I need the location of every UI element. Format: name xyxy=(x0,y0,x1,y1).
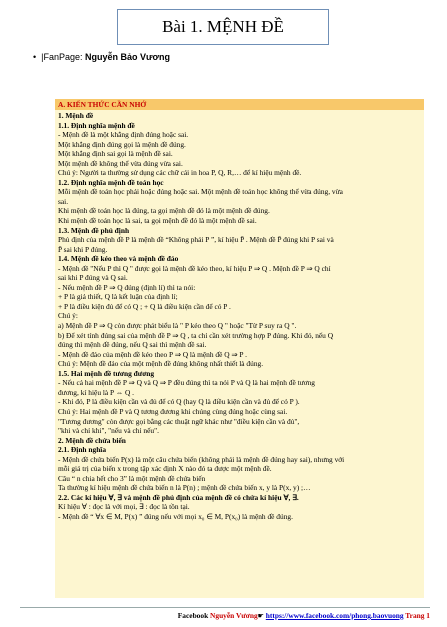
footer-link[interactable]: https://www.facebook.com/phong.baovuong xyxy=(265,611,404,620)
content-line: Một khẳng định đúng gọi là mệnh đề đúng. xyxy=(58,139,186,149)
content-heading: 2.2. Các kí hiệu ∀, ∃ và mệnh đề phủ định của mệnh đề có chứa kí hiệu ∀, ∃. xyxy=(58,492,299,502)
content-line: Chú ý: Người ta thường sử dụng các chữ cái in hoa P, Q, R,… để kí hiệu mệnh đề. xyxy=(58,168,302,178)
fanpage-name: Nguyễn Bảo Vương xyxy=(85,52,170,62)
content-line: Một mệnh đề không thể vừa đúng vừa sai. xyxy=(58,158,183,168)
content-line: Ta thường kí hiệu mệnh đề chứa biến n là P(n) ; mệnh đề chứa biến x, y là P(x, y) ;… xyxy=(58,483,311,493)
content-line: Chú ý: xyxy=(58,311,78,321)
footer xyxy=(178,611,430,620)
content-line: + P là giả thiết, Q là kết luận của định lí; xyxy=(58,292,178,302)
footer-divider xyxy=(20,607,430,608)
content-line: đương, kí hiệu là P ⇔ Q . xyxy=(58,387,134,397)
content-heading: 1.2. Định nghĩa mệnh đề toán học xyxy=(58,177,164,187)
content-heading: 1.5. Hai mệnh đề tương đương xyxy=(58,368,155,378)
content-line: "Tương đương" còn được gọi bằng các thuật ngữ khác như "điều kiện cần và đủ", xyxy=(58,416,300,426)
content-line: - Mệnh đề là một khẳng định đúng hoặc sai. xyxy=(58,130,189,140)
footer-facebook-label: Facebook xyxy=(177,611,211,620)
content-line: - Mệnh đề đảo của mệnh đề kéo theo P ⇒ Q là mệnh đề Q ⇒ P . xyxy=(58,349,247,359)
fanpage-line xyxy=(33,52,170,62)
content-heading: 1.3. Mệnh đề phủ định xyxy=(58,225,130,235)
content-box xyxy=(55,110,424,598)
fanpage-prefix: |FanPage: xyxy=(41,52,86,62)
bullet-icon: • xyxy=(33,52,37,62)
content-line: mỗi giá trị của biến x trong tập xác định X nào đó ta được một mệnh đề. xyxy=(58,464,272,474)
content-line: Khi mệnh đề toán học là đúng, ta gọi mệnh đề đó là một mệnh đề đúng. xyxy=(58,206,270,216)
content-line: Một khẳng định sai gọi là mệnh đề sai. xyxy=(58,149,173,159)
content-heading: 2.1. Định nghĩa xyxy=(58,445,107,455)
content-line: - Khi đó, P là điều kiện cần và đủ để có Q (hay Q là điều kiện cần và đủ để có P ). xyxy=(58,397,300,407)
content-line: P̄ sai khi P đúng. xyxy=(58,244,108,254)
content-line: - Mệnh đề “ ∀x ∈ M, P(x) ” đúng nếu với mọi x₀ ∈ M, P(x₀) là mệnh đề đúng. xyxy=(58,511,293,521)
content-line: Mỗi mệnh đề toán học phải hoặc đúng hoặc sai. Một mệnh đề toán học không thể vừa đúng, vừa xyxy=(58,187,343,197)
pointing-hand-icon: ☛ xyxy=(257,612,264,620)
content-line: - Mệnh đề chứa biến P(x) là một câu chứa biến (không phải là mệnh đề đúng hay sai), nhưng với xyxy=(58,454,345,464)
content-line: "khi và chỉ khi", "nếu và chỉ nếu". xyxy=(58,426,159,436)
content-line: a) Mệnh đề P ⇒ Q còn được phát biểu là " P kéo theo Q " hoặc "Từ P suy ra Q ". xyxy=(58,321,297,331)
content-heading: 1. Mệnh đề xyxy=(58,111,94,120)
content-line: Chú ý: Hai mệnh đề P và Q tương đương khi chúng cùng đúng hoặc cùng sai. xyxy=(58,406,288,416)
content-line: đúng thì mệnh đề đúng, nếu Q sai thì mệnh đề sai. xyxy=(58,340,207,350)
content-heading: 2. Mệnh đề chứa biến xyxy=(58,435,126,445)
content-line: b) Để xét tính đúng sai của mệnh đề P ⇒ Q , ta chỉ cần xét trường hợp P đúng. Khi đó, nếu Q xyxy=(58,330,334,340)
content-line: + P là điều kiện đủ để có Q ; + Q là điều kiện cần để có P . xyxy=(58,301,231,311)
page-title xyxy=(117,9,329,45)
section-heading: A. KIẾN THỨC CẦN NHỚ xyxy=(55,99,424,110)
content-heading: 1.4. Mệnh đề kéo theo và mệnh đề đảo xyxy=(58,254,179,264)
footer-author: Nguyễn Vương xyxy=(210,611,258,620)
content-line: Chú ý: Mệnh đề đảo của một mệnh đề đúng không nhất thiết là đúng. xyxy=(58,359,264,369)
content-line: - Nếu cả hai mệnh đề P ⇒ Q và Q ⇒ P đều đúng thì ta nói P và Q là hai mệnh đề tương xyxy=(58,378,315,388)
page-number: Trang 1 xyxy=(403,611,430,620)
content-line: sai khi P đúng và Q sai. xyxy=(58,273,128,283)
content-heading: 1.1. Định nghĩa mệnh đề xyxy=(58,120,135,130)
content-line: Câu “ n chia hết cho 3” là một mệnh đề chứa biến xyxy=(58,473,206,483)
content-line: Phủ định của mệnh đề P là mệnh đề “Không phải P ”, kí hiệu P̄ . Mệnh đề P̄ đúng khi P sai và xyxy=(58,235,334,245)
content-line: Kí hiệu ∀ : đọc là với mọi, ∃ : đọc là tồn tại. xyxy=(58,502,190,512)
content-line: sai. xyxy=(58,196,69,206)
page-title-text: Bài 1. MỆNH ĐỀ xyxy=(162,17,284,36)
content-line: - Mệnh đề "Nếu P thì Q " được gọi là mệnh đề kéo theo, kí hiệu P ⇒ Q . Mệnh đề P ⇒ Q chỉ xyxy=(58,263,331,273)
content-line: Khi mệnh đề toán học là sai, ta gọi mệnh đề đó là một mệnh đề sai. xyxy=(58,216,257,226)
content-line: - Nếu mệnh đề P ⇒ Q đúng (định lí) thì ta nói: xyxy=(58,282,196,292)
